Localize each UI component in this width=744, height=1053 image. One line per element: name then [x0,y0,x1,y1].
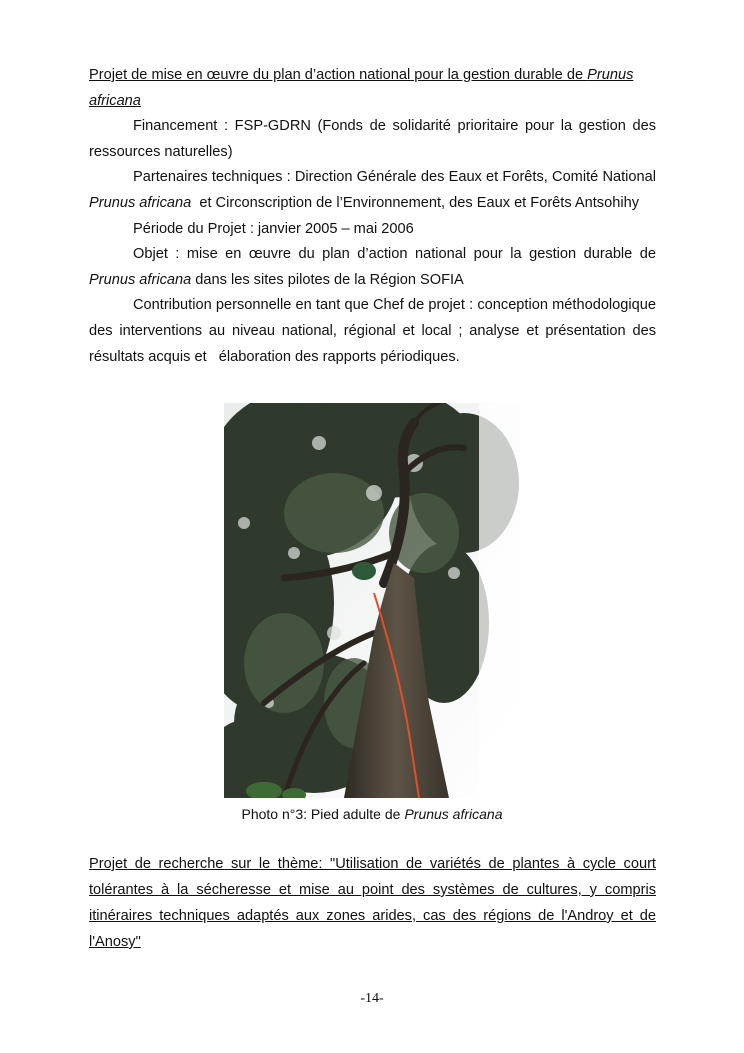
project-1-section [89,63,661,370]
period-paragraph: Période du Projet : janvier 2005 – mai 2006 [133,220,414,237]
objective-paragraph: Objet : mise en œuvre du plan d’action national pour la gestion durable de Prunus africana dans les sites pilotes de la Région SOFIA [89,246,656,288]
project-2-title: Projet de recherche sur le thème: "Utilisation de variétés de plantes à cycle court tolérantes à la sécheresse et mise au point des systèmes de cultures, y compris itinéraires techniques adaptés aux zones arides, cas des régions de l'Androy et de l'Anosy" [89,856,656,950]
contribution-paragraph: Contribution personnelle en tant que Chef de projet : conception méthodologique des interventions au niveau national, régional et local ; analyse et présentation des résultats acquis et élaboration des rapports périodiques. [89,297,661,365]
project-2-section [89,851,656,955]
prunus-tree-image [224,403,520,798]
photo-caption: Photo n°3: Pied adulte de Prunus africana [241,806,503,822]
project-1-title: Projet de mise en œuvre du plan d’action national pour la gestion durable de Prunus africana [89,67,634,109]
financing-paragraph: Financement : FSP-GDRN (Fonds de solidarité prioritaire pour la gestion des ressources naturelles) [89,118,656,160]
page-number: -14- [360,991,384,1006]
tree-photo [224,403,520,798]
partners-paragraph: Partenaires techniques : Direction Générale des Eaux et Forêts, Comité National Prunus africana et Circonscription de l’Environnement, des Eaux et Forêts Antsohihy [89,169,656,211]
